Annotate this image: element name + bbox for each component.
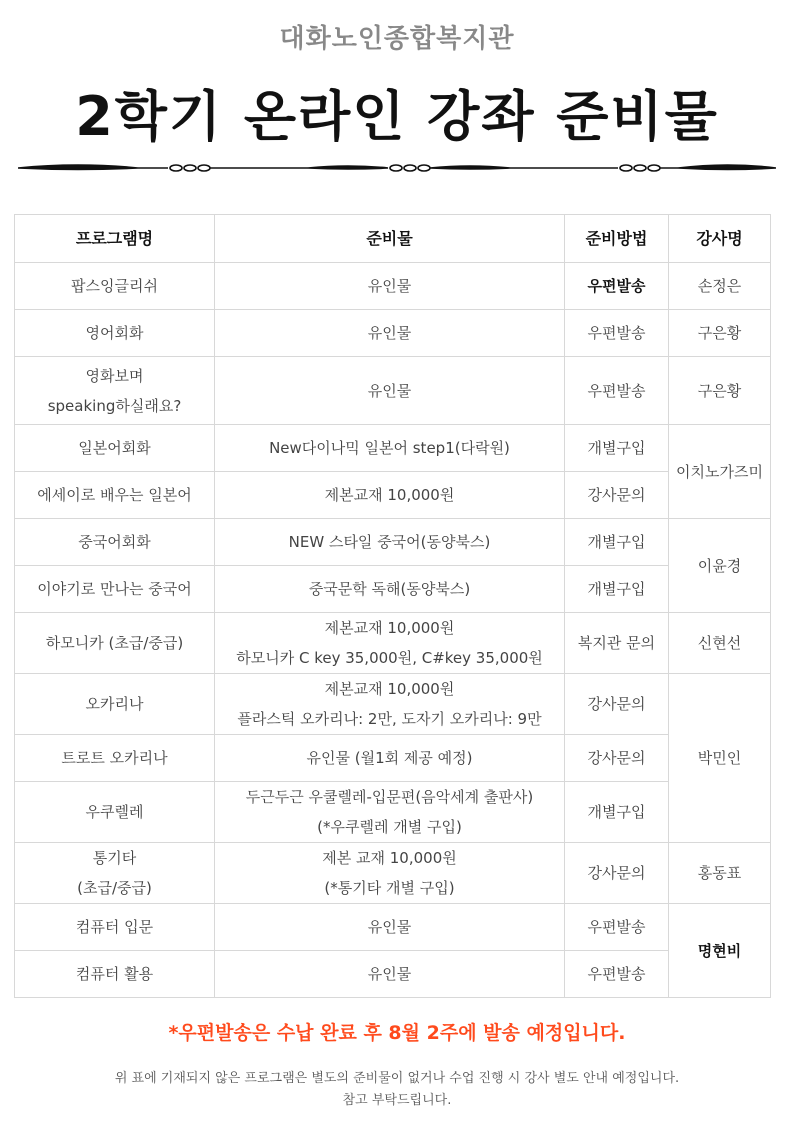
materials-cell: NEW 스타일 중국어(동양북스) <box>215 519 565 566</box>
decorative-divider <box>18 158 776 178</box>
method-cell: 우편발송 <box>565 357 669 425</box>
method-cell: 강사문의 <box>565 472 669 519</box>
program-cell: 이야기로 만나는 중국어 <box>15 566 215 613</box>
instructor-cell: 박민인 <box>669 674 771 843</box>
instructor-cell: 이윤경 <box>669 519 771 613</box>
program-cell: 컴퓨터 활용 <box>15 951 215 998</box>
instructor-cell: 구은황 <box>669 310 771 357</box>
program-cell: 하모니카 (초급/중급) <box>15 613 215 674</box>
table-row <box>15 310 771 357</box>
materials-line: (*통기타 개별 구입) <box>324 879 455 897</box>
materials-cell: 유인물 <box>215 951 565 998</box>
materials-cell: 유인물 <box>215 263 565 310</box>
table-row <box>15 566 771 613</box>
materials-line: 제본교재 10,000원 <box>324 680 455 698</box>
instructor-cell: 손정은 <box>669 263 771 310</box>
materials-cell: 유인물 <box>215 310 565 357</box>
materials-cell <box>215 674 565 735</box>
method-cell: 강사문의 <box>565 674 669 735</box>
instructor-cell: 홍동표 <box>669 843 771 904</box>
instructor-cell: 이치노가즈미 <box>669 425 771 519</box>
materials-line: 플라스틱 오카리나: 2만, 도자기 오카리나: 9만 <box>237 710 542 728</box>
program-line: speaking하실래요? <box>47 396 182 415</box>
program-cell: 영어회화 <box>15 310 215 357</box>
footer-line: 위 표에 기재되지 않은 프로그램은 별도의 준비물이 없거나 수업 진행 시 강사 별도 안내 예정입니다. <box>114 1071 680 1086</box>
method-cell: 우편발송 <box>565 951 669 998</box>
materials-cell <box>215 782 565 843</box>
col-header-method: 준비방법 <box>565 215 669 263</box>
table-row <box>15 472 771 519</box>
program-cell: 우쿠렐레 <box>15 782 215 843</box>
materials-table <box>14 214 771 998</box>
materials-line: 제본교재 10,000원 <box>324 619 455 637</box>
method-cell: 우편발송 <box>565 904 669 951</box>
table-row <box>15 782 771 843</box>
method-cell: 개별구입 <box>565 519 669 566</box>
program-cell: 에세이로 배우는 일본어 <box>15 472 215 519</box>
method-cell: 우편발송 <box>565 310 669 357</box>
method-cell: 우편발송 <box>565 263 669 310</box>
col-header-materials: 준비물 <box>215 215 565 263</box>
table-row <box>15 843 771 904</box>
materials-cell <box>215 613 565 674</box>
footer-note <box>0 1068 794 1112</box>
table-row <box>15 735 771 782</box>
method-cell: 강사문의 <box>565 843 669 904</box>
program-cell: 트로트 오카리나 <box>15 735 215 782</box>
table-row <box>15 519 771 566</box>
materials-cell: 유인물 <box>215 357 565 425</box>
table-row <box>15 951 771 998</box>
method-cell: 개별구입 <box>565 425 669 472</box>
program-cell <box>15 357 215 425</box>
col-header-instructor: 강사명 <box>669 215 771 263</box>
materials-cell: 제본교재 10,000원 <box>215 472 565 519</box>
instructor-cell: 신현선 <box>669 613 771 674</box>
program-cell: 컴퓨터 입문 <box>15 904 215 951</box>
materials-line: 제본 교재 10,000원 <box>322 849 457 867</box>
materials-cell: 유인물 (월1회 제공 예정) <box>215 735 565 782</box>
shipping-notice: *우편발송은 수납 완료 후 8월 2주에 발송 예정입니다. <box>168 1022 626 1044</box>
materials-cell: 중국문학 독해(동양북스) <box>215 566 565 613</box>
program-line: 영화보며 <box>85 366 144 385</box>
materials-cell: 유인물 <box>215 904 565 951</box>
materials-line: 두근두근 우쿨렐레-입문편(음악세계 출판사) <box>245 788 534 806</box>
materials-line: 하모니카 C key 35,000원, C#key 35,000원 <box>236 649 543 667</box>
program-line: (초급/중급) <box>77 879 152 897</box>
program-cell: 오카리나 <box>15 674 215 735</box>
page-title: 2학기 온라인 강좌 준비물 <box>75 85 719 148</box>
table-header-row <box>15 215 771 263</box>
instructor-cell: 명현비 <box>669 904 771 998</box>
col-header-program: 프로그램명 <box>15 215 215 263</box>
program-cell: 일본어회화 <box>15 425 215 472</box>
method-cell: 개별구입 <box>565 566 669 613</box>
program-cell: 팝스잉글리쉬 <box>15 263 215 310</box>
materials-line: (*우쿠렐레 개별 구입) <box>317 818 462 836</box>
materials-cell <box>215 843 565 904</box>
instructor-cell: 구은황 <box>669 357 771 425</box>
program-cell <box>15 843 215 904</box>
method-cell: 강사문의 <box>565 735 669 782</box>
table-row <box>15 263 771 310</box>
footer-line: 참고 부탁드립니다. <box>342 1093 452 1108</box>
table-row <box>15 674 771 735</box>
method-cell: 복지관 문의 <box>565 613 669 674</box>
organization-name: 대화노인종합복지관 <box>279 24 515 54</box>
table-row <box>15 357 771 425</box>
table-row <box>15 904 771 951</box>
table-row <box>15 425 771 472</box>
program-cell: 중국어회화 <box>15 519 215 566</box>
materials-cell: New다이나믹 일본어 step1(다락원) <box>215 425 565 472</box>
program-line: 통기타 <box>92 849 137 867</box>
method-cell: 개별구입 <box>565 782 669 843</box>
table-row <box>15 613 771 674</box>
